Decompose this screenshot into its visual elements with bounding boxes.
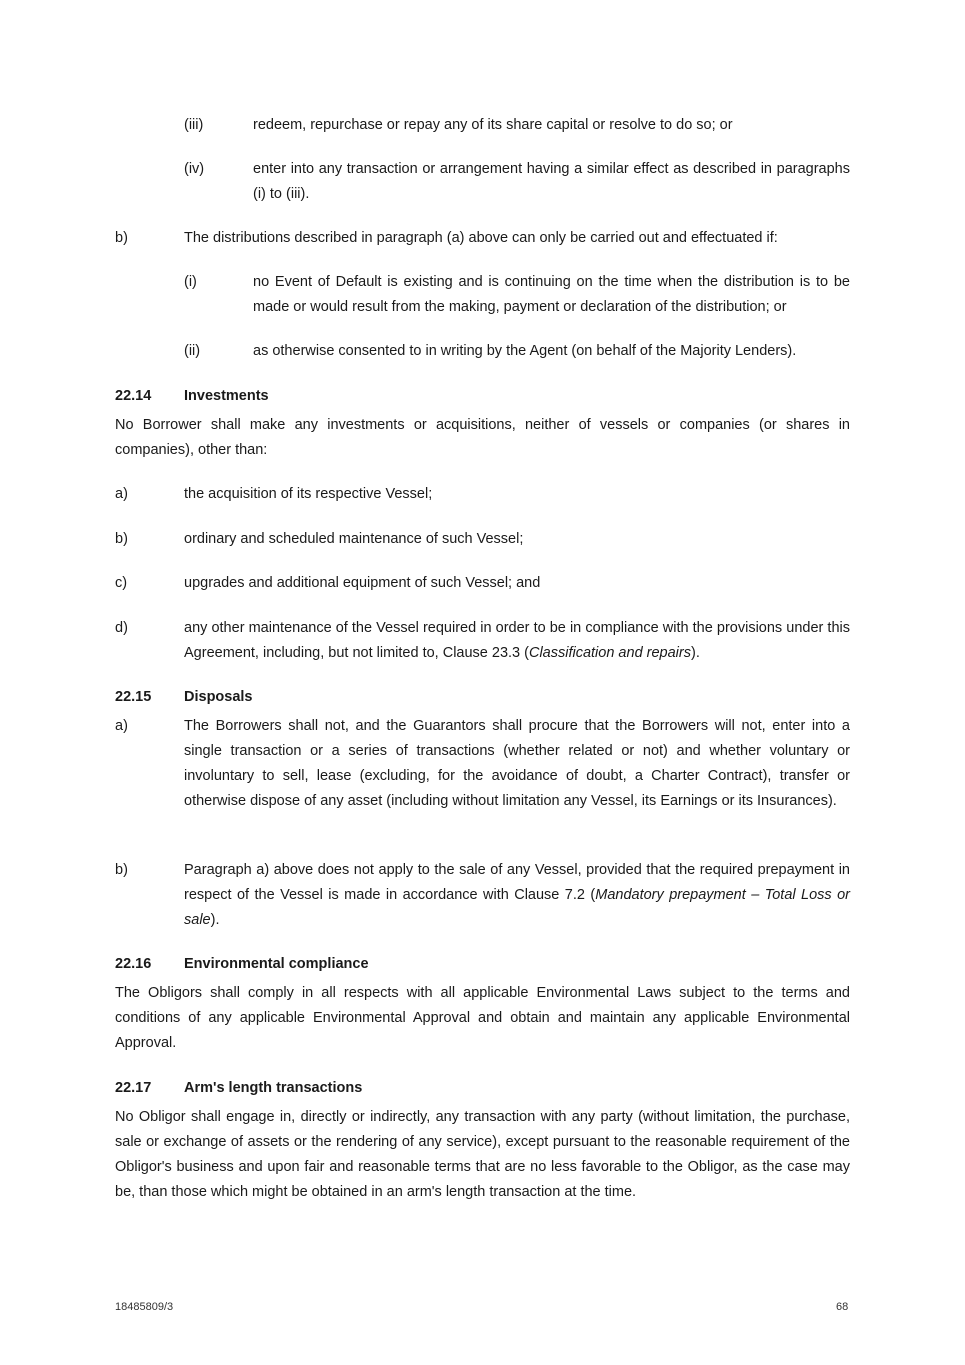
section-title: Arm's length transactions [184, 1080, 363, 1096]
list-item-text: ordinary and scheduled maintenance of such Vessel; [184, 531, 524, 547]
clause-reference: Mandatory prepayment – Total Loss or sale [184, 887, 851, 928]
list-item-text: no Event of Default is existing and is continuing on the time when the distribution is to be made or would result from the making, payment or declaration of the distribution; or [253, 274, 850, 315]
paragraph-text: No Obligor shall engage in, directly or indirectly, any transaction with any party (without limitation, the purchase, sale or exchange of assets or the rendering of any service), except pursuant to the reasonable requirement of the Obligor's business and upon fair and reasonable terms that are no less favorable to the Obligor, as the case may be, than those which might be obtained in an arm's length transaction at the time. [115, 1109, 850, 1200]
list-item-label: b) [115, 531, 128, 547]
list-item-text: upgrades and additional equipment of such Vessel; and [184, 575, 541, 591]
list-item-label: (iv) [184, 161, 205, 177]
section-number: 22.16 [115, 956, 152, 972]
section-number: 22.15 [115, 689, 152, 705]
list-item-text: The Borrowers shall not, and the Guarantors shall procure that the Borrowers will not, enter into a single transaction or a series of transactions (whether related or not) and whether voluntary or involuntary to sell, lease (excluding, for the avoidance of doubt, a Charter Contract), transfer or otherwise dispose of any asset (including without limitation any Vessel, its Earnings or its Insurances). [184, 718, 850, 809]
list-item-label: (ii) [184, 343, 201, 359]
list-item-text: as otherwise consented to in writing by the Agent (on behalf of the Majority Lenders). [253, 343, 797, 359]
clause-reference: Classification and repairs [528, 645, 691, 661]
list-item-text: the acquisition of its respective Vessel; [184, 486, 433, 502]
section-number: 22.14 [115, 388, 152, 404]
list-item-text: Paragraph a) above does not apply to the sale of any Vessel, provided that the required prepayment in respect of the Vessel is made in accordance with Clause 7.2 (Mandatory prepayment – Total Loss or sale). [184, 862, 851, 928]
paragraph-text: No Borrower shall make any investments or acquisitions, neither of vessels or companies (or shares in companies), other than: [115, 417, 850, 458]
paragraph-label: b) [115, 230, 128, 246]
section-title: Environmental compliance [184, 956, 369, 972]
section-title: Disposals [184, 689, 253, 705]
list-item-label: a) [115, 486, 128, 502]
page-number: 68 [836, 1301, 849, 1313]
list-item-label: (i) [184, 274, 197, 290]
list-item-text: any other maintenance of the Vessel required in order to be in compliance with the provisions under this Agreement, including, but not limited to, Clause 23.3 (Classification and repairs). [184, 620, 850, 661]
section-number: 22.17 [115, 1080, 152, 1096]
paragraph-text: The Obligors shall comply in all respects with all applicable Environmental Laws subject to the terms and conditions of any applicable Environmental Approval and obtain and maintain any applicable Environmental Approval. [115, 985, 850, 1051]
paragraph-text: The distributions described in paragraph (a) above can only be carried out and effectuated if: [184, 230, 778, 246]
list-item-text: enter into any transaction or arrangement having a similar effect as described in paragraphs (i) to (iii). [253, 161, 850, 202]
list-item-text: redeem, repurchase or repay any of its share capital or resolve to do so; or [253, 117, 733, 133]
list-item-label: d) [115, 620, 128, 636]
list-item-label: (iii) [184, 117, 204, 133]
list-item-label: c) [115, 575, 128, 591]
list-item-label: b) [115, 862, 128, 878]
list-item-label: a) [115, 718, 128, 734]
section-title: Investments [184, 388, 269, 404]
document-reference: 18485809/3 [115, 1301, 174, 1313]
